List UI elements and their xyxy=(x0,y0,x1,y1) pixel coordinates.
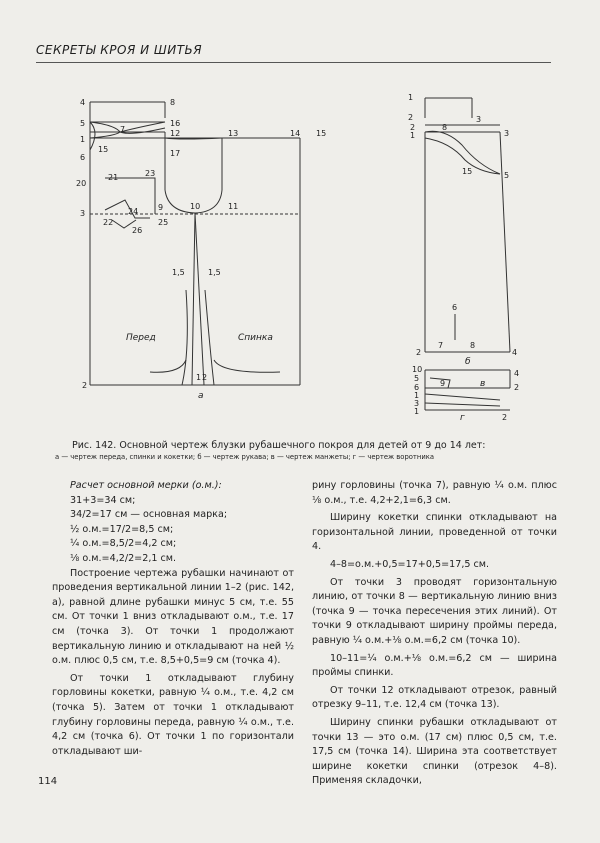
point-label: 3 xyxy=(414,399,420,408)
point-label: 2 xyxy=(82,381,88,390)
point-label: 3 xyxy=(476,115,482,124)
point-label: 13 xyxy=(228,129,239,138)
paragraph: рину горловины (точка 7), равную ¼ о.м. плюс ⅛ о.м., т.е. 4,2+2,1=6,3 см. xyxy=(312,480,557,506)
point-label: 24 xyxy=(128,207,139,216)
point-label: 17 xyxy=(170,149,181,158)
point-label: 11 xyxy=(228,202,239,211)
paragraph: От точки 3 проводят горизонтальную линию, от точки 8 — вертикальную линию вниз (точка 9 — точка пересечения этих линий). От точки 9 откладывают ширину проймы переда, равную ¼ о.м.+⅛ о.м.=6,2 см (точка 10). xyxy=(312,576,557,646)
point-label: 16 xyxy=(170,119,181,128)
point-label: 7 xyxy=(120,125,126,134)
point-label: 9 xyxy=(440,379,446,388)
point-label: 1 xyxy=(80,135,86,144)
point-label: 26 xyxy=(132,226,143,235)
calc-line: ¼ о.м.=8,5/2=4,2 см; xyxy=(70,538,177,550)
figure-letter-b: б xyxy=(465,357,471,367)
right-column xyxy=(312,479,557,792)
point-label: 4 xyxy=(514,369,520,378)
point-label: 1 xyxy=(408,93,414,102)
page-number: 114 xyxy=(38,776,58,787)
point-label: 1 xyxy=(196,373,202,382)
point-label: 15 xyxy=(462,167,473,176)
figure-letter-g: г xyxy=(460,413,465,423)
point-label: 3 xyxy=(80,209,86,218)
paragraph: От точки 1 откладывают глубину горловины кокетки, равную ¼ о.м., т.е. 4,2 см (точка 5). Затем от точки 1 откладывают глубину горловины переда, равную ¼ о.м., т.е. 4,2 см (точка 6). От точки 1 по горизонтали откладывают ши- xyxy=(52,672,294,757)
paragraph: От точки 12 откладывают отрезок, равный отрезку 9–11, т.е. 12,4 см (точка 13). xyxy=(312,684,557,711)
point-label: 15 xyxy=(316,129,327,138)
calc-line: 34/2=17 см — основная марка; xyxy=(70,509,228,521)
point-label: 22 xyxy=(103,218,114,227)
point-label: 2 xyxy=(202,373,208,382)
point-label: 4 xyxy=(512,348,518,357)
point-label: 21 xyxy=(108,173,119,182)
point-label: 5 xyxy=(80,119,86,128)
point-label: 8 xyxy=(442,123,448,132)
header-rule xyxy=(36,62,551,63)
point-label: 1 xyxy=(410,131,416,140)
point-label: 1 xyxy=(414,407,420,416)
calc-line: ½ о.м.=17/2=8,5 см; xyxy=(70,523,174,535)
point-label: 4 xyxy=(80,98,86,107)
point-label: 23 xyxy=(145,169,156,178)
point-label: 10 xyxy=(190,202,201,211)
paragraph: Построение чертежа рубашки начинают от проведения вертикальной линии 1–2 (рис. 142, а), равной длине рубашки минус 5 см, т.е. 55 см. От точки 1 вниз откладывают о.м., т.е. 17 см (точка 3). От точки 1 продолжают вертикальную линию и откладывают на ней ½ о.м. плюс 0,5 см, т.е. 8,5+0,5=9 см (точка 4). xyxy=(52,567,294,667)
figure-letter-a: а xyxy=(198,391,204,401)
calc-title: Расчет основной мерки (о.м.): xyxy=(70,480,222,491)
paragraph: 4–8=о.м.+0,5=17+0,5=17,5 см. xyxy=(330,558,490,570)
point-label: 7 xyxy=(438,341,444,350)
point-label: 5 xyxy=(414,374,420,383)
figure-caption-legend: а — чертеж переда, спинки и кокетки; б — чертеж рукава; в — чертеж манжеты; г — чертеж воротника xyxy=(55,453,435,461)
point-label: 14 xyxy=(290,129,301,138)
left-column xyxy=(52,479,294,762)
back-label: Спинка xyxy=(238,333,273,343)
point-label: 12 xyxy=(170,129,181,138)
point-label: 2 xyxy=(416,348,422,357)
calc-line: 31+3=34 см; xyxy=(70,494,136,506)
paragraph: Ширину кокетки спинки откладывают на горизонтальной линии, проведенной от точки 4. xyxy=(312,512,557,553)
pattern-diagram xyxy=(0,70,600,430)
point-label: 20 xyxy=(76,179,87,188)
point-label: 1 xyxy=(414,391,420,400)
point-label: 3 xyxy=(504,129,510,138)
point-label: 25 xyxy=(158,218,169,227)
paragraph: Ширину спинки рубашки откладывают от точки 13 — это о.м. (17 см) плюс 0,5 см, т.е. 17,5 см (точка 14). Ширина эта соответствует ширине кокетки спинки (отрезок 4–8). Применяя складочки, xyxy=(312,716,557,787)
point-label: 15 xyxy=(98,145,109,154)
point-label: 10 xyxy=(412,365,423,374)
point-label: 2 xyxy=(514,383,520,392)
page-header: СЕКРЕТЫ КРОЯ И ШИТЬЯ xyxy=(36,43,203,57)
point-label: 6 xyxy=(80,153,86,162)
point-label: 1,5 xyxy=(172,268,185,277)
figure-letter-v: в xyxy=(480,379,486,389)
point-label: 6 xyxy=(414,383,420,392)
point-label: 6 xyxy=(452,303,458,312)
paragraph: 10–11=¼ о.м.+⅛ о.м.=6,2 см — ширина проймы спинки. xyxy=(312,652,557,679)
point-label: 8 xyxy=(170,98,176,107)
point-label: 2 xyxy=(410,123,416,132)
front-label: Перед xyxy=(126,333,156,343)
figure-caption: Рис. 142. Основной чертеж блузки рубашечного покроя для детей от 9 до 14 лет: xyxy=(72,440,486,451)
point-label: 1,5 xyxy=(208,268,221,277)
point-label: 2 xyxy=(408,113,414,122)
point-label: 2 xyxy=(502,413,508,422)
point-label: 8 xyxy=(470,341,476,350)
point-label: 5 xyxy=(504,171,510,180)
point-label: 9 xyxy=(158,203,164,212)
calc-line: ⅛ о.м.=4,2/2=2,1 см. xyxy=(70,552,177,564)
